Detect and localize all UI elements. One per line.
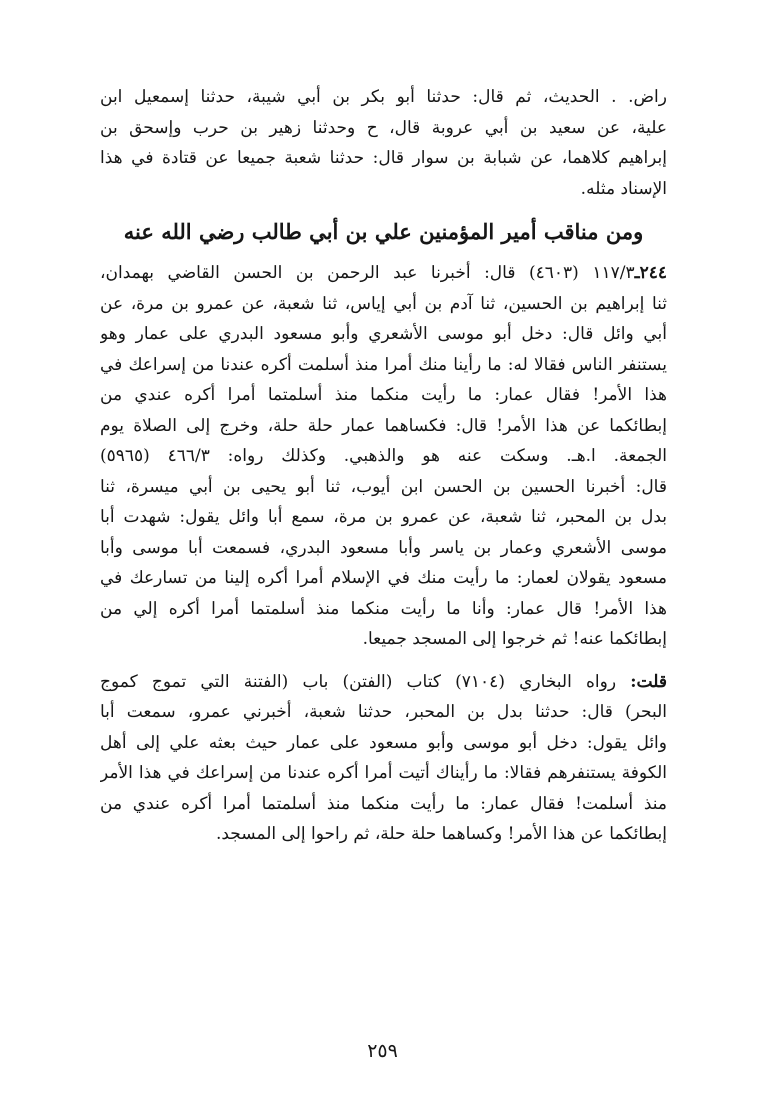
text-line: راض. . الحديث، ثم قال: حدثنا أبو بكر بن أبي شيبة، حدثنا إسمعيل ابن (100, 87, 667, 107)
text-line: هذا الأمر! قال عمار: وأنا ما رأيت منكما منذ أسلمتما أمرا أكره إلي من (100, 598, 667, 619)
commentary-first-line-text: رواه البخاري (٧١٠٤) كتاب (الفتن) باب (الفتنة التي تموج كموج (100, 671, 617, 692)
text-line: الإسناد مثله. (580, 178, 667, 199)
text-line: مسعود يقولان لعمار: ما رأيت منك في الإسلام أمرا أكره إلينا من تسارعك في (100, 568, 667, 588)
text-line (100, 667, 667, 698)
text-line: إبراهيم كلاهما، عن شبابة بن سوار قال: حدثنا شعبة جميعا عن قتادة في هذا (100, 148, 667, 168)
paragraph-spacer (100, 655, 667, 667)
text-line: هذا الأمر! فقال عمار: ما رأيت منكما منذ أسلمتما أمرا أكره عندي من (100, 385, 667, 405)
text-line: إبطائكما عن هذا الأمر! وكساهما حلة حلة، ثم راحوا إلى المسجد. (215, 824, 667, 844)
text-line: علية، عن سعيد بن أبي عروبة قال، ح وحدثنا زهير بن حرب وإسحق بن (100, 117, 667, 138)
intro-paragraph (100, 82, 667, 204)
commentary-label: قلت: (630, 671, 667, 692)
text-line (100, 258, 667, 289)
hadith-first-line-text: ١١٧/٣ (٤٦٠٣) قال: أخبرنا عبد الرحمن بن الحسن القاضي بهمدان، (100, 263, 635, 283)
text-line: إبطائكما عن هذا الأمر! قال: فكساهما عمار حلة حلة، وخرج إلى الصلاة يوم (100, 415, 667, 436)
text-line: بدل بن المحبر، ثنا شعبة، عن عمرو بن مرة، سمع أبا وائل يقول: شهدت أبا (100, 507, 667, 527)
text-line: وائل يقول: دخل أبو موسى وأبو مسعود على عمار حيث بعثه علي إلى أهل (100, 732, 667, 753)
text-line: الجمعة. ا.هـ. وسكت عنه هو والذهبي. وكذلك رواه: ٤٦٦/٣ (٥٩٦٥) (100, 446, 667, 466)
page-number: ٢٥٩ (367, 1040, 398, 1062)
hadith-paragraph (100, 258, 667, 655)
text-line: منذ أسلمت! فقال عمار: ما رأيت منكما منذ أسلمتما أمرا أكره عندي من (100, 793, 667, 814)
text-line: إبطائكما عنه! ثم خرجوا إلى المسجد جميعا. (362, 629, 667, 649)
section-heading: ومن مناقب أمير المؤمنين علي بن أبي طالب رضي الله عنه (123, 219, 644, 244)
text-line: الكوفة يستنفرهم فقالا: ما رأيناك أتيت أمرا أكره عندنا من إسراعك في هذا الأمر (100, 763, 667, 783)
text-line: ثنا إبراهيم بن الحسين، ثنا آدم بن أبي إياس، ثنا شعبة، عن عمرو بن مرة، عن (100, 293, 667, 314)
text-line: أبي وائل قال: دخل أبو موسى الأشعري وأبو مسعود البدري على عمار وهو (100, 324, 667, 344)
text-line: يستنفر الناس فقالا له: ما رأينا منك أمرا منذ أسلمت أكره عندنا من إسراعك في (100, 354, 667, 375)
text-line: موسى الأشعري وعمار بن ياسر وأبا مسعود البدري، فسمعت أبا موسى وأبا (100, 537, 667, 558)
commentary-paragraph (100, 667, 667, 850)
text-line: البحر) قال: حدثنا بدل بن المحبر، حدثنا شعبة، أخبرني عمرو، سمعت أبا (100, 702, 667, 722)
page-body (100, 82, 667, 850)
text-line: قال: أخبرنا الحسين بن الحسن ابن أيوب، ثنا أبو يحيى بن أبي ميسرة، ثنا (100, 476, 667, 497)
hadith-number: ٢٤٤ـ (634, 263, 667, 283)
